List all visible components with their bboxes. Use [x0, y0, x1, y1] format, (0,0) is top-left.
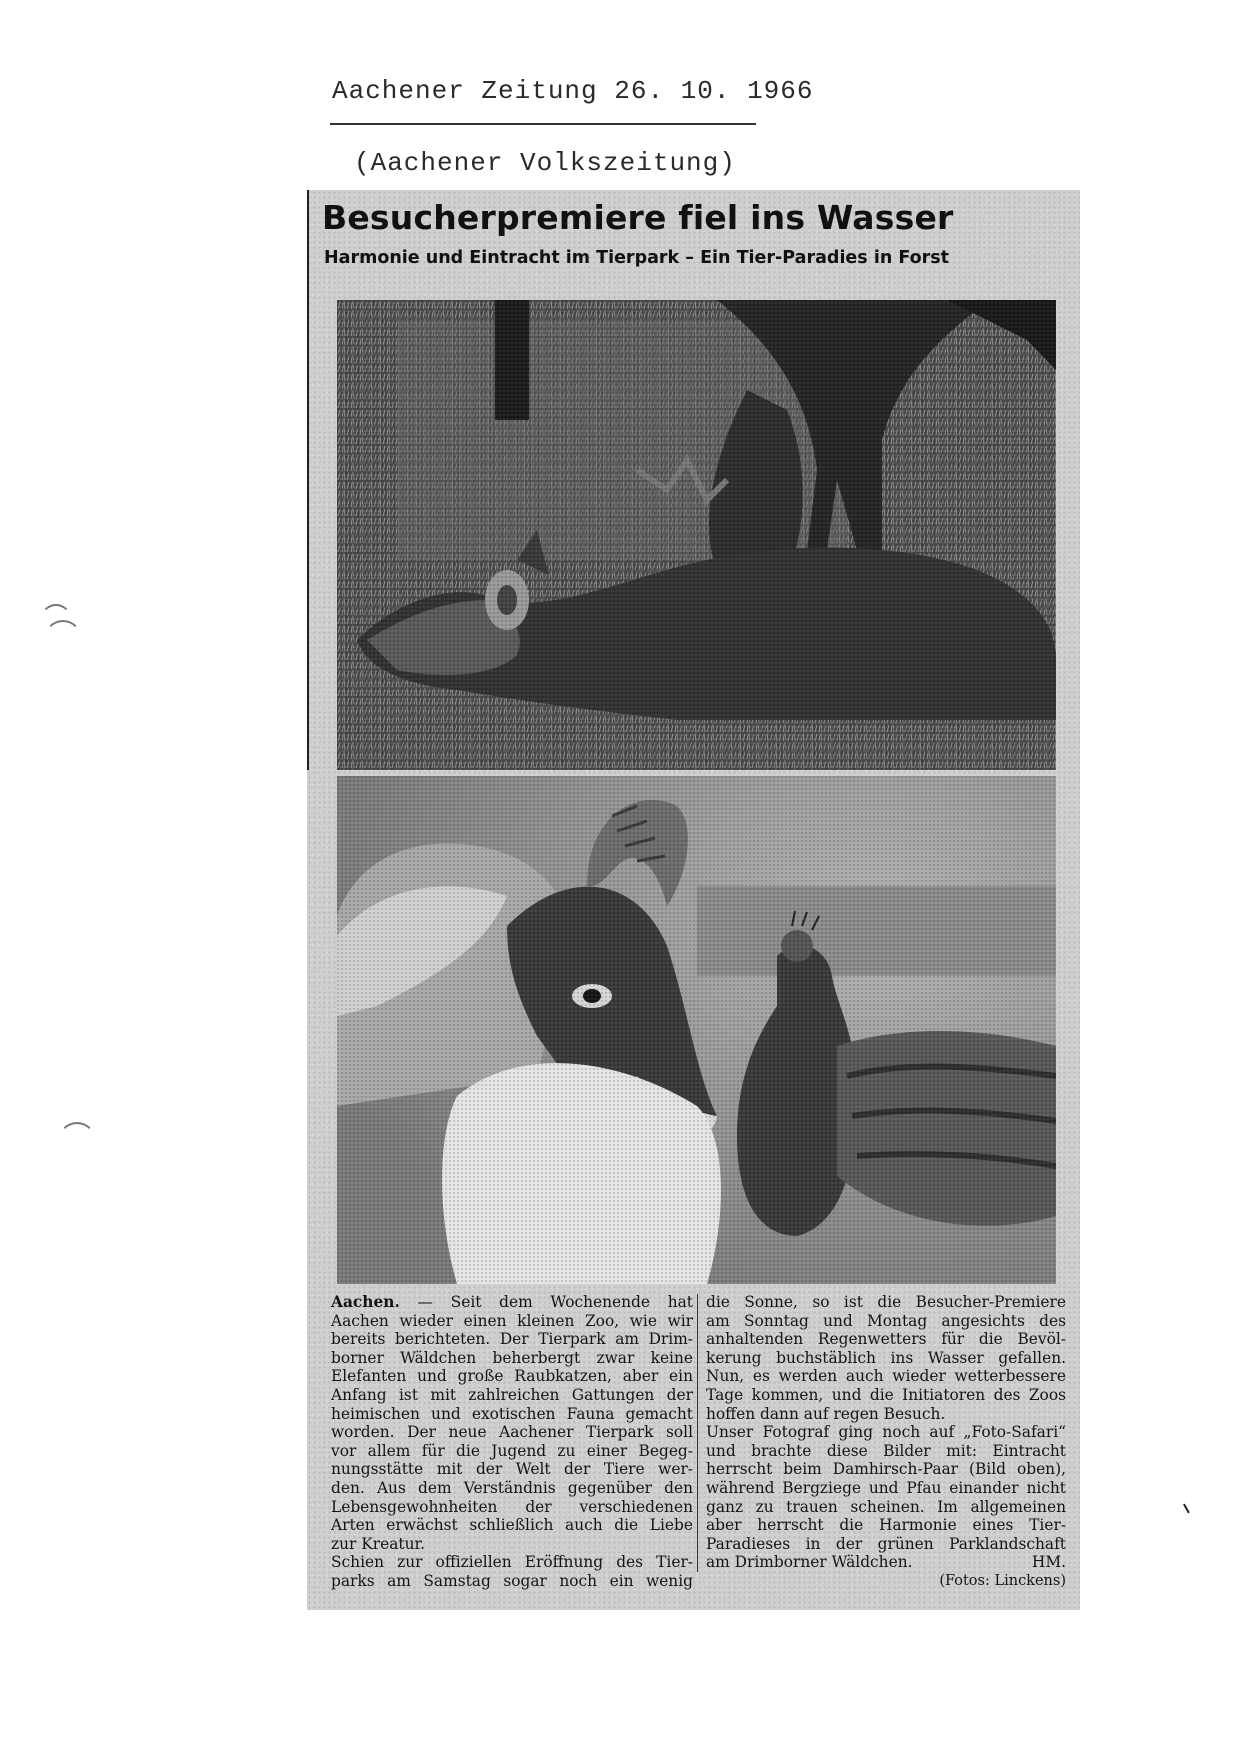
punch-hole-mark	[44, 620, 82, 658]
text-line: während Bergziege und Pfau einander nicht	[706, 1478, 1066, 1497]
text-line: zur Kreatur.	[331, 1534, 426, 1553]
text-line: herrscht beim Damhirsch-Paar (Bild oben),	[706, 1460, 1066, 1479]
text-line: den. Aus dem Verständnis gegenüber den	[331, 1478, 693, 1497]
source-underline	[330, 123, 756, 125]
text-fragment: am Drimborner Wäldchen.	[706, 1553, 913, 1572]
text-line: heimischen und exotischen Fauna gemacht	[331, 1404, 693, 1423]
text-line: worden. Der neue Aachener Tierpark soll	[331, 1423, 693, 1442]
text-line: Tage kommen, und die Initiatoren des Zoos	[706, 1385, 1066, 1404]
text-line: Lebensgewohnheiten der verschiedenen	[331, 1497, 693, 1516]
text-line: Arten erwächst schließlich auch die Liebe	[331, 1516, 693, 1535]
article-left-column	[331, 1293, 693, 1591]
clipping-edge	[307, 190, 309, 770]
text-line: Aachen wieder einen kleinen Zoo, wie wir	[331, 1311, 693, 1330]
text-line: anhaltenden Regenwetters für die Bevöl-	[706, 1330, 1066, 1349]
text-line: nungsstätte mit der Welt der Tiere wer-	[331, 1460, 693, 1479]
text-line: hoffen dann auf regen Besuch.	[706, 1404, 946, 1423]
edition-line: (Aachener Volkszeitung)	[354, 148, 736, 178]
text-line: aber herrscht die Harmonie eines Tier-	[706, 1516, 1066, 1535]
article-subheadline: Harmonie und Eintracht im Tierpark – Ein Tier-Paradies in Forst	[324, 248, 950, 268]
text-line: Schien zur offiziellen Eröffnung des Tier-	[331, 1553, 693, 1572]
text-line: kerung buchstäblich ins Wasser gefallen.	[706, 1348, 1066, 1367]
deer-photo	[337, 300, 1056, 770]
text-fragment: — Seit dem Wochenende hat	[399, 1293, 693, 1311]
punch-hole-mark	[58, 1122, 96, 1160]
article-right-column	[706, 1293, 1066, 1591]
text-line	[331, 1293, 693, 1312]
text-line: bereits berichteten. Der Tierpark am Drim-	[331, 1330, 693, 1349]
source-line: Aachener Zeitung 26. 10. 1966	[332, 76, 814, 106]
text-line: Nun, es werden auch wieder wetterbessere	[706, 1367, 1066, 1386]
text-line: Anfang ist mit zahlreichen Gattungen der	[331, 1385, 693, 1404]
text-line: und brachte diese Bilder mit: Eintracht	[706, 1441, 1066, 1460]
text-line: borner Wäldchen beherbergt zwar keine	[331, 1348, 693, 1367]
text-line: vor allem für die Jugend zu einer Begeg-	[331, 1441, 693, 1460]
column-divider	[697, 1294, 698, 1572]
pen-mark	[1183, 1501, 1195, 1514]
text-line: am Sonntag und Montag angesichts des	[706, 1311, 1066, 1330]
text-line	[706, 1553, 1066, 1572]
text-line: Elefanten und große Raubkatzen, aber ein	[331, 1367, 693, 1386]
text-line: ganz zu trauen scheinen. Im allgemeinen	[706, 1497, 1066, 1516]
article-headline: Besucherpremiere fiel ins Wasser	[322, 198, 954, 237]
text-line: parks am Samstag sogar noch ein wenig	[331, 1571, 693, 1590]
text-line: Paradieses in der grünen Parklandschaft	[706, 1534, 1066, 1553]
text-line: Unser Fotograf ging noch auf „Foto-Safari“	[706, 1423, 1066, 1442]
text-line: die Sonne, so ist die Besucher-Premiere	[706, 1293, 1066, 1311]
author-initials: HM.	[1031, 1553, 1066, 1572]
photo-credit: (Fotos: Linckens)	[939, 1572, 1066, 1589]
goat-and-peacock-photo	[337, 776, 1056, 1284]
dateline: Aachen.	[331, 1293, 400, 1311]
